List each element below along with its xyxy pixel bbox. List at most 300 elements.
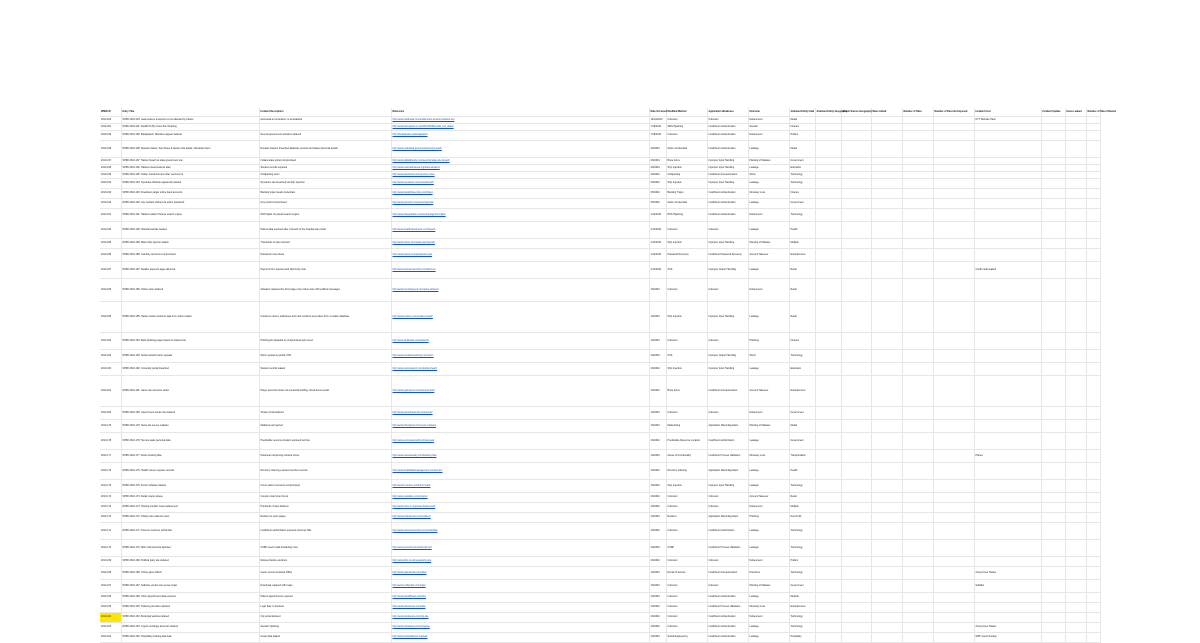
cell-incident-cost[interactable]	[974, 199, 1041, 209]
cell-outcome[interactable]: Leakage	[748, 141, 789, 158]
cell-attacked-entity-geography[interactable]	[815, 450, 841, 463]
cell-items-leaked[interactable]	[1065, 350, 1086, 363]
cell-incident-cost[interactable]	[974, 179, 1041, 189]
cell-date-occurred[interactable]: 1/12/2010	[649, 209, 666, 222]
cell-date-occurred[interactable]: 4/9/2010	[649, 141, 666, 158]
cell-sites-affected[interactable]	[1086, 131, 1100, 141]
cell-date-occurred[interactable]: 1/9/2010	[649, 603, 666, 613]
cell-incident-cost[interactable]	[974, 557, 1041, 567]
cell-records-exposed[interactable]	[933, 523, 974, 540]
cell-attacked-entity-field[interactable]: Transportation	[789, 450, 815, 463]
cell-incident-description[interactable]: Player accounts stolen via credential stuffing; virtual items resold	[259, 376, 391, 407]
cell-incident-cost[interactable]	[974, 363, 1041, 376]
cell-reference[interactable]: http://www.zdnet.com/mass-sql-injection	[391, 239, 649, 249]
cell-number-of-sites[interactable]	[902, 503, 933, 513]
table-row[interactable]	[100, 480, 1100, 493]
cell-wmid-id[interactable]: 2010-183	[100, 350, 121, 363]
cell-sites-affected[interactable]	[1086, 172, 1100, 179]
table-row[interactable]	[100, 239, 1100, 249]
cell-records-exposed[interactable]	[933, 557, 974, 567]
cell-attacked-entity-geography[interactable]	[815, 420, 841, 433]
cell-incident-update[interactable]	[1041, 279, 1065, 302]
cell-modified-method[interactable]: Brute Force	[666, 376, 707, 407]
cell-sites-affected[interactable]	[1086, 209, 1100, 222]
cell-mass-attack[interactable]	[871, 209, 902, 222]
cell-entry-title[interactable]: WHID 2010-197: Hacker breach at state government site	[121, 158, 259, 165]
cell-attacked-entity-geography[interactable]	[815, 363, 841, 376]
cell-incident-update[interactable]	[1041, 222, 1065, 239]
cell-items-leaked[interactable]	[1065, 557, 1086, 567]
cell-sites-affected[interactable]	[1086, 179, 1100, 189]
table-row[interactable]	[100, 333, 1100, 350]
cell-reference[interactable]: http://www.computerworld.com/tax-leak	[391, 433, 649, 450]
cell-outcome[interactable]: Defacement	[748, 557, 789, 567]
cell-outcome[interactable]: Leakage	[748, 302, 789, 333]
cell-number-of-sites[interactable]	[902, 450, 933, 463]
cell-sites-affected[interactable]	[1086, 302, 1100, 333]
cell-attack-source-geography[interactable]	[841, 209, 871, 222]
cell-modified-method[interactable]: Stolen Credentials	[666, 199, 707, 209]
cell-application-weakness[interactable]: Insufficient Authentication	[707, 199, 748, 209]
cell-incident-description[interactable]: Indiana state portal compromised	[259, 158, 391, 165]
cell-incident-update[interactable]	[1041, 463, 1065, 480]
cell-incident-description[interactable]: Game servers knocked offline	[259, 567, 391, 580]
cell-items-leaked[interactable]	[1065, 363, 1086, 376]
cell-records-exposed[interactable]	[933, 493, 974, 503]
cell-entry-title[interactable]: WHID 2010-187: Retailer payment page skimmed	[121, 262, 259, 279]
cell-incident-update[interactable]	[1041, 557, 1065, 567]
cell-attack-source-geography[interactable]	[841, 172, 871, 179]
cell-modified-method[interactable]: XSS	[666, 262, 707, 279]
col-header-application-weakness[interactable]: Application Weakness	[707, 108, 748, 117]
col-header-attacked-entity-field[interactable]: Attacked Entity Field	[789, 108, 815, 117]
cell-incident-description[interactable]: Download replaced with trojan	[259, 580, 391, 593]
cell-attack-source-geography[interactable]	[841, 239, 871, 249]
cell-attacked-entity-field[interactable]: Entertainment	[789, 603, 815, 613]
cell-items-leaked[interactable]	[1065, 450, 1086, 463]
cell-items-leaked[interactable]	[1065, 503, 1086, 513]
cell-incident-update[interactable]	[1041, 363, 1065, 376]
cell-records-exposed[interactable]	[933, 633, 974, 643]
cell-modified-method[interactable]: DNS Hijacking	[666, 209, 707, 222]
cell-incident-update[interactable]	[1041, 179, 1065, 189]
cell-attacked-entity-field[interactable]: Media	[789, 141, 815, 158]
cell-incident-cost[interactable]: Softlabs	[974, 580, 1041, 593]
table-row[interactable]	[100, 593, 1100, 603]
cell-incident-update[interactable]	[1041, 262, 1065, 279]
cell-entry-title[interactable]: WHID 2010-181: Game site accounts stolen	[121, 376, 259, 407]
cell-application-weakness[interactable]: Insufficient Authorization	[707, 433, 748, 450]
cell-incident-cost[interactable]	[974, 480, 1041, 493]
cell-modified-method[interactable]: Unknown	[666, 557, 707, 567]
cell-attacked-entity-field[interactable]: Hospitality	[789, 633, 815, 643]
cell-sites-affected[interactable]	[1086, 158, 1100, 165]
cell-entry-title[interactable]: WHID 2010-175: Forum software hacked	[121, 480, 259, 493]
cell-sites-affected[interactable]	[1086, 407, 1100, 420]
cell-reference[interactable]: http://www.gamespot.com/account-theft	[391, 376, 649, 407]
cell-attack-source-geography[interactable]	[841, 513, 871, 523]
cell-attack-source-geography[interactable]	[841, 523, 871, 540]
cell-incident-description[interactable]: Several government websites defaced	[259, 131, 391, 141]
cell-mass-attack[interactable]	[871, 172, 902, 179]
cell-number-of-sites[interactable]	[902, 513, 933, 523]
cell-reference[interactable]: http://www.theregister.co.uk/2010/09/28/reddit_xss_attack	[391, 124, 649, 131]
cell-attack-source-geography[interactable]	[841, 613, 871, 623]
cell-incident-cost[interactable]	[974, 350, 1041, 363]
cell-attacked-entity-field[interactable]: Finance	[789, 333, 815, 350]
cell-mass-attack[interactable]	[871, 158, 902, 165]
cell-mass-attack[interactable]	[871, 463, 902, 480]
cell-attack-source-geography[interactable]	[841, 302, 871, 333]
cell-wmid-id[interactable]: 2010-187	[100, 262, 121, 279]
cell-reference[interactable]: http://www.zone-h.org/mass-defacement	[391, 503, 649, 513]
cell-incident-cost[interactable]: Anonymous Hacker	[974, 567, 1041, 580]
cell-mass-attack[interactable]	[871, 179, 902, 189]
cell-incident-description[interactable]: Insufficient authorization exposed customer bills	[259, 523, 391, 540]
cell-records-exposed[interactable]	[933, 189, 974, 199]
cell-date-occurred[interactable]: 1/9/2010	[649, 567, 666, 580]
cell-number-of-sites[interactable]	[902, 158, 933, 165]
table-row[interactable]	[100, 523, 1100, 540]
cell-incident-update[interactable]	[1041, 613, 1065, 623]
cell-incident-description[interactable]: Student records leaked	[259, 363, 391, 376]
cell-sites-affected[interactable]	[1086, 420, 1100, 433]
cell-incident-description[interactable]: Parameter tampering reduced prices	[259, 450, 391, 463]
cell-application-weakness[interactable]: Unknown	[707, 279, 748, 302]
cell-records-exposed[interactable]	[933, 420, 974, 433]
cell-items-leaked[interactable]	[1065, 262, 1086, 279]
cell-date-occurred[interactable]: 1/12/2010	[649, 262, 666, 279]
cell-attack-source-geography[interactable]	[841, 158, 871, 165]
cell-mass-attack[interactable]	[871, 407, 902, 420]
cell-application-weakness[interactable]: Improper Input Handling	[707, 302, 748, 333]
cell-incident-update[interactable]	[1041, 376, 1065, 407]
cell-mass-attack[interactable]	[871, 141, 902, 158]
table-row[interactable]	[100, 623, 1100, 633]
cell-outcome[interactable]: Leakage	[748, 480, 789, 493]
cell-incident-update[interactable]	[1041, 433, 1065, 450]
cell-incident-description[interactable]	[259, 124, 391, 131]
cell-entry-title[interactable]: WHID 2010-185: Hacker steals customer data from online retailer	[121, 302, 259, 333]
cell-entry-title[interactable]: WHID 2010-191: Hackers attack Chinese search engine	[121, 209, 259, 222]
table-row[interactable]	[100, 302, 1100, 333]
cell-items-leaked[interactable]	[1065, 540, 1086, 557]
cell-number-of-sites[interactable]	[902, 302, 933, 333]
cell-sites-affected[interactable]	[1086, 523, 1100, 540]
cell-incident-description[interactable]: www.tesla.eu & amazon.co.uk attacked	[259, 117, 391, 124]
cell-application-weakness[interactable]: Insufficient Anti-automation	[707, 376, 748, 407]
cell-reference[interactable]: http://www.phishtank.com/bank-kit	[391, 333, 649, 350]
cell-records-exposed[interactable]	[933, 117, 974, 124]
cell-sites-affected[interactable]	[1086, 463, 1100, 480]
cell-incident-update[interactable]	[1041, 513, 1065, 523]
cell-attacked-entity-geography[interactable]	[815, 593, 841, 603]
cell-application-weakness[interactable]: Unknown	[707, 407, 748, 420]
cell-modified-method[interactable]: Unknown	[666, 333, 707, 350]
cell-records-exposed[interactable]	[933, 239, 974, 249]
cell-attack-source-geography[interactable]	[841, 450, 871, 463]
table-row[interactable]	[100, 420, 1100, 433]
cell-incident-description[interactable]: Guest data leaked	[259, 633, 391, 643]
cell-date-occurred[interactable]: 7/18/2010	[649, 124, 666, 131]
cell-incident-description[interactable]: Student records exposed	[259, 165, 391, 172]
cell-attacked-entity-field[interactable]: Finance	[789, 124, 815, 131]
cell-records-exposed[interactable]	[933, 593, 974, 603]
cell-attacked-entity-geography[interactable]	[815, 603, 841, 613]
cell-sites-affected[interactable]	[1086, 350, 1100, 363]
cell-incident-cost[interactable]: NYT Website Hack	[974, 117, 1041, 124]
cell-mass-attack[interactable]	[871, 557, 902, 567]
cell-entry-title[interactable]: WHID 2010-194: Symantec Website apparently hacked	[121, 179, 259, 189]
cell-mass-attack[interactable]	[871, 222, 902, 239]
cell-incident-update[interactable]	[1041, 420, 1065, 433]
cell-wmid-id[interactable]: 2010-171	[100, 523, 121, 540]
cell-date-occurred[interactable]: 4/9/2010	[649, 179, 666, 189]
cell-incident-description[interactable]: Banking trojan steals credentials	[259, 189, 391, 199]
col-header-mass-attack[interactable]: Mass Attack	[871, 108, 902, 117]
table-row[interactable]	[100, 189, 1100, 199]
cell-incident-description[interactable]: CSRF used to add forwarding rules	[259, 540, 391, 557]
table-row[interactable]	[100, 513, 1100, 523]
cell-modified-method[interactable]: Unknown	[666, 493, 707, 503]
cell-application-weakness[interactable]: Insufficient Authentication	[707, 124, 748, 131]
col-header-attack-source-geography[interactable]: Attack Source Geography	[841, 108, 871, 117]
cell-number-of-sites[interactable]	[902, 493, 933, 503]
cell-incident-update[interactable]	[1041, 540, 1065, 557]
cell-attacked-entity-geography[interactable]	[815, 262, 841, 279]
cell-incident-update[interactable]	[1041, 333, 1065, 350]
cell-application-weakness[interactable]: Insufficient Authentication	[707, 613, 748, 623]
cell-attacked-entity-field[interactable]: Non-Profit	[789, 513, 815, 523]
cell-application-weakness[interactable]: Unknown	[707, 117, 748, 124]
cell-attack-source-geography[interactable]	[841, 189, 871, 199]
cell-outcome[interactable]: Leakage	[748, 633, 789, 643]
cell-mass-attack[interactable]	[871, 420, 902, 433]
cell-items-leaked[interactable]	[1065, 172, 1086, 179]
cell-mass-attack[interactable]	[871, 503, 902, 513]
cell-attacked-entity-field[interactable]: Government	[789, 580, 815, 593]
cell-outcome[interactable]: Worm	[748, 350, 789, 363]
cell-incident-update[interactable]	[1041, 141, 1065, 158]
cell-sites-affected[interactable]	[1086, 124, 1100, 131]
cell-incident-cost[interactable]	[974, 165, 1041, 172]
cell-mass-attack[interactable]	[871, 567, 902, 580]
cell-date-occurred[interactable]: 1/9/2010	[649, 376, 666, 407]
cell-incident-description[interactable]: Clickjacking worm	[259, 172, 391, 179]
cell-attacked-entity-field[interactable]: Technology	[789, 179, 815, 189]
cell-records-exposed[interactable]	[933, 165, 974, 172]
cell-modified-method[interactable]: Abuse of Functionality	[666, 450, 707, 463]
cell-mass-attack[interactable]	[871, 302, 902, 333]
cell-wmid-id[interactable]: 2010-190	[100, 222, 121, 239]
cell-wmid-id[interactable]: 2010-203	[100, 117, 121, 124]
cell-application-weakness[interactable]: Insufficient Authentication	[707, 141, 748, 158]
cell-records-exposed[interactable]	[933, 262, 974, 279]
cell-attacked-entity-field[interactable]: Media	[789, 117, 815, 124]
cell-application-weakness[interactable]: Insufficient Anti-automation	[707, 567, 748, 580]
cell-modified-method[interactable]: Unknown	[666, 593, 707, 603]
cell-sites-affected[interactable]	[1086, 249, 1100, 262]
cell-records-exposed[interactable]	[933, 350, 974, 363]
cell-modified-method[interactable]: Unknown	[666, 613, 707, 623]
cell-attack-source-geography[interactable]	[841, 222, 871, 239]
cell-application-weakness[interactable]: Insufficient Authentication	[707, 623, 748, 633]
cell-mass-attack[interactable]	[871, 131, 902, 141]
cell-sites-affected[interactable]	[1086, 363, 1100, 376]
cell-sites-affected[interactable]	[1086, 199, 1100, 209]
cell-attack-source-geography[interactable]	[841, 593, 871, 603]
cell-items-leaked[interactable]	[1065, 493, 1086, 503]
cell-mass-attack[interactable]	[871, 249, 902, 262]
table-row[interactable]	[100, 172, 1100, 179]
cell-date-occurred[interactable]: 4/9/2010	[649, 165, 666, 172]
cell-entry-title[interactable]: WHID 2010-169: Political party site defaced	[121, 557, 259, 567]
cell-number-of-sites[interactable]	[902, 131, 933, 141]
cell-wmid-id[interactable]: 2010-168	[100, 567, 121, 580]
cell-attacked-entity-geography[interactable]	[815, 540, 841, 557]
cell-modified-method[interactable]: Denial of Service	[666, 567, 707, 580]
cell-incident-description[interactable]: Gov portal compromised	[259, 199, 391, 209]
cell-application-weakness[interactable]: Unknown	[707, 493, 748, 503]
cell-sites-affected[interactable]	[1086, 540, 1100, 557]
cell-incident-description[interactable]: Hundreds of sites defaced	[259, 503, 391, 513]
cell-number-of-sites[interactable]	[902, 567, 933, 580]
cell-entry-title[interactable]: WHID 2010-170: Web mail accounts hijacked	[121, 540, 259, 557]
cell-incident-cost[interactable]	[974, 222, 1041, 239]
cell-items-leaked[interactable]	[1065, 209, 1086, 222]
cell-attacked-entity-geography[interactable]	[815, 350, 841, 363]
cell-wmid-id[interactable]: 2010-179	[100, 420, 121, 433]
cell-outcome[interactable]: Downtime	[748, 567, 789, 580]
cell-date-occurred[interactable]: 4/9/2010	[649, 158, 666, 165]
cell-application-weakness[interactable]: Insufficient Authentication	[707, 593, 748, 603]
cell-number-of-sites[interactable]	[902, 141, 933, 158]
cell-modified-method[interactable]: Unknown	[666, 503, 707, 513]
cell-number-of-sites[interactable]	[902, 279, 933, 302]
cell-incident-cost[interactable]: Anonymous Hacker	[974, 623, 1041, 633]
cell-modified-method[interactable]: Unknown	[666, 131, 707, 141]
cell-items-leaked[interactable]	[1065, 124, 1086, 131]
cell-attacked-entity-field[interactable]: Entertainment	[789, 376, 815, 407]
cell-application-weakness[interactable]: Insufficient Authentication	[707, 131, 748, 141]
cell-incident-description[interactable]: Thousands of sites infected	[259, 239, 391, 249]
cell-wmid-id[interactable]: 2010-176	[100, 463, 121, 480]
cell-modified-method[interactable]: Malvertising	[666, 420, 707, 433]
cell-sites-affected[interactable]	[1086, 433, 1100, 450]
cell-mass-attack[interactable]	[871, 239, 902, 249]
cell-incident-description[interactable]: Patient appointments exposed	[259, 593, 391, 603]
cell-number-of-sites[interactable]	[902, 262, 933, 279]
cell-number-of-sites[interactable]	[902, 239, 933, 249]
cell-application-weakness[interactable]: Improper Input Handling	[707, 165, 748, 172]
cell-reference[interactable]: http://www.ticketnews.com/flaw	[391, 603, 649, 613]
cell-entry-title[interactable]: WHID 2010-195: Twitter, Facebook and other services hit	[121, 172, 259, 179]
cell-entry-title[interactable]: WHID 2010-177: Airline booking flaw	[121, 450, 259, 463]
cell-date-occurred[interactable]: 1/12/2010	[649, 222, 666, 239]
cell-attacked-entity-field[interactable]: Media	[789, 420, 815, 433]
cell-reference[interactable]: http://www.govtech.com/security/portal	[391, 199, 649, 209]
cell-date-occurred[interactable]: 1/12/2010	[649, 239, 666, 249]
table-row[interactable]	[100, 165, 1100, 172]
cell-wmid-id[interactable]: 2010-163	[100, 623, 121, 633]
cell-attack-source-geography[interactable]	[841, 165, 871, 172]
cell-records-exposed[interactable]	[933, 623, 974, 633]
cell-attacked-entity-field[interactable]: Technology	[789, 350, 815, 363]
cell-incident-update[interactable]	[1041, 209, 1065, 222]
cell-incident-cost[interactable]	[974, 503, 1041, 513]
cell-attacked-entity-geography[interactable]	[815, 433, 841, 450]
cell-incident-cost[interactable]	[974, 333, 1041, 350]
table-row[interactable]	[100, 567, 1100, 580]
cell-sites-affected[interactable]	[1086, 593, 1100, 603]
cell-outcome[interactable]: Leakage	[748, 179, 789, 189]
cell-incident-description[interactable]: Symantec site breached via SQL injection	[259, 179, 391, 189]
cell-attacked-entity-field[interactable]: Retail	[789, 302, 815, 333]
cell-attacked-entity-field[interactable]: Technology	[789, 613, 815, 623]
cell-mass-attack[interactable]	[871, 580, 902, 593]
cell-incident-update[interactable]	[1041, 450, 1065, 463]
cell-records-exposed[interactable]	[933, 503, 974, 513]
cell-incident-cost[interactable]	[974, 131, 1041, 141]
cell-number-of-sites[interactable]	[902, 333, 933, 350]
cell-date-occurred[interactable]: 1/9/2010	[649, 450, 666, 463]
cell-attacked-entity-field[interactable]: Multiple	[789, 239, 815, 249]
cell-wmid-id[interactable]: 2010-173	[100, 503, 121, 513]
cell-outcome[interactable]: Monetary Loss	[748, 189, 789, 199]
cell-reference[interactable]: http://www.telecomsecurity.com/portal-flaw	[391, 523, 649, 540]
cell-mass-attack[interactable]	[871, 189, 902, 199]
cell-entry-title[interactable]: WHID 2010-176: Health insurer exposes records	[121, 463, 259, 480]
cell-sites-affected[interactable]	[1086, 633, 1100, 643]
cell-wmid-id[interactable]: 2010-177	[100, 450, 121, 463]
cell-incident-update[interactable]	[1041, 302, 1065, 333]
cell-entry-title[interactable]: WHID 2010-196: Hackers steal students data	[121, 165, 259, 172]
cell-outcome[interactable]: Leakage	[748, 433, 789, 450]
cell-sites-affected[interactable]	[1086, 613, 1100, 623]
cell-incident-description[interactable]: Directory indexing exposed member records	[259, 463, 391, 480]
cell-date-occurred[interactable]: 1/9/2010	[649, 463, 666, 480]
cell-attacked-entity-geography[interactable]	[815, 239, 841, 249]
cell-date-occurred[interactable]: 1/9/2010	[649, 279, 666, 302]
cell-date-occurred[interactable]: 4/9/2010	[649, 172, 666, 179]
cell-records-exposed[interactable]	[933, 580, 974, 593]
table-row[interactable]	[100, 407, 1100, 420]
cell-number-of-sites[interactable]	[902, 463, 933, 480]
cell-outcome[interactable]: Phishing	[748, 513, 789, 523]
cell-items-leaked[interactable]	[1065, 633, 1086, 643]
cell-reference[interactable]: http://www.localnews.com/city-site	[391, 613, 649, 623]
cell-sites-affected[interactable]	[1086, 333, 1100, 350]
cell-attack-source-geography[interactable]	[841, 540, 871, 557]
cell-incident-cost[interactable]	[974, 239, 1041, 249]
cell-modified-method[interactable]: Predictable Resource Location	[666, 433, 707, 450]
cell-items-leaked[interactable]	[1065, 158, 1086, 165]
cell-attacked-entity-field[interactable]: Medical	[789, 593, 815, 603]
cell-date-occurred[interactable]: 1/9/2010	[649, 580, 666, 593]
cell-mass-attack[interactable]	[871, 603, 902, 613]
cell-attacked-entity-field[interactable]: Multiple	[789, 503, 815, 513]
cell-outcome[interactable]: Leakage	[748, 540, 789, 557]
cell-entry-title[interactable]: WHID 2010-171: Telecom customer portal flaw	[121, 523, 259, 540]
cell-attack-source-geography[interactable]	[841, 199, 871, 209]
cell-modified-method[interactable]: Unknown	[666, 623, 707, 633]
cell-attacked-entity-field[interactable]: Retail	[789, 493, 815, 503]
cell-attacked-entity-field[interactable]: Entertainment	[789, 249, 815, 262]
cell-reference[interactable]: http://www.nebraska.gov/news/security-breach	[391, 141, 649, 158]
cell-records-exposed[interactable]	[933, 141, 974, 158]
cell-wmid-id[interactable]: 2010-194	[100, 179, 121, 189]
cell-wmid-id[interactable]: 2010-188	[100, 249, 121, 262]
